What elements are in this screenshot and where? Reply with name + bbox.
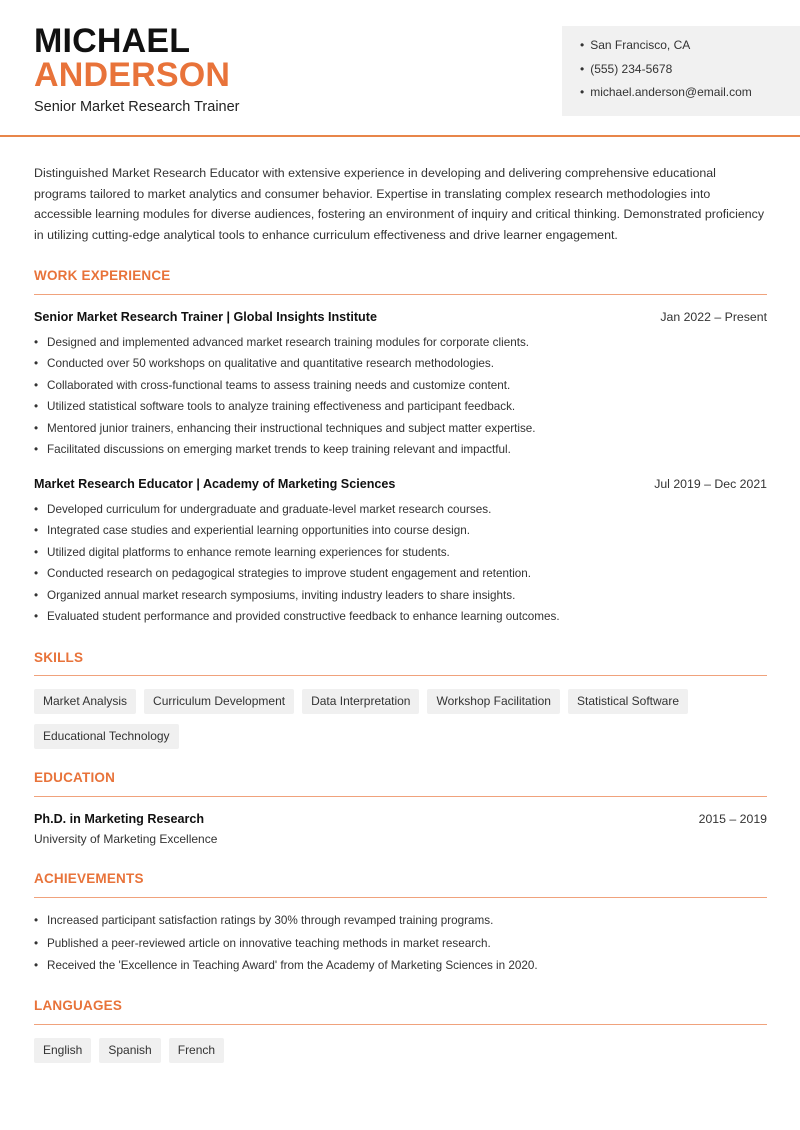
education-school: University of Marketing Excellence bbox=[34, 832, 218, 846]
list-item: • Facilitated discussions on emerging market trends to keep training relevant and impactful. bbox=[34, 439, 774, 460]
list-item: • Developed curriculum for undergraduate and graduate-level market research courses. bbox=[34, 499, 774, 520]
section-title-achievements: ACHIEVEMENTS bbox=[34, 871, 144, 886]
languages-list bbox=[34, 1038, 774, 1063]
section-divider bbox=[34, 1024, 767, 1025]
job-title: Market Research Educator | Academy of Marketing Sciences bbox=[34, 477, 396, 491]
skill-tag: Workshop Facilitation bbox=[427, 689, 560, 714]
section-divider bbox=[34, 294, 767, 295]
list-item: • Mentored junior trainers, enhancing their instructional techniques and subject matter expertise. bbox=[34, 418, 774, 439]
list-item: • Organized annual market research symposiums, inviting industry leaders to share insights. bbox=[34, 585, 774, 606]
resume-header bbox=[0, 0, 800, 137]
list-item: • Published a peer-reviewed article on innovative teaching methods in market research. bbox=[34, 933, 774, 956]
job-title: Senior Market Research Trainer | Global Insights Institute bbox=[34, 310, 377, 324]
contact-email: • michael.anderson@email.com bbox=[580, 81, 800, 105]
summary-paragraph: Distinguished Market Research Educator with extensive experience in developing and delivering comprehensive educational programs tailored to market analytics and consumer behavior. Expertise in translating complex research methodologies into accessible learning modules for diverse audiences, fostering an environment of inquiry and critical thinking. Demonstrated proficiency in utilizing cutting-edge analytical tools to enhance curriculum effectiveness and drive learner engagement. bbox=[34, 166, 765, 242]
list-item: • Collaborated with cross-functional teams to assess training needs and customize content. bbox=[34, 375, 774, 396]
job-role: Senior Market Research Trainer bbox=[34, 99, 240, 115]
list-item: • Integrated case studies and experiential learning opportunities into course design. bbox=[34, 520, 774, 541]
list-item: • Evaluated student performance and provided constructive feedback to enhance learning outcomes. bbox=[34, 606, 774, 627]
skill-tag: Market Analysis bbox=[34, 689, 136, 714]
list-item: • Designed and implemented advanced market research training modules for corporate clients. bbox=[34, 332, 774, 353]
language-tag: English bbox=[34, 1038, 91, 1063]
list-item: • Increased participant satisfaction ratings by 30% through revamped training programs. bbox=[34, 910, 774, 933]
list-item: • Received the 'Excellence in Teaching Award' from the Academy of Marketing Sciences in 2020. bbox=[34, 955, 774, 978]
list-item: • Utilized statistical software tools to analyze training effectiveness and participant feedback. bbox=[34, 396, 774, 417]
list-item: • Utilized digital platforms to enhance remote learning experiences for students. bbox=[34, 542, 774, 563]
achievements-list bbox=[34, 910, 774, 978]
first-name: MICHAEL bbox=[34, 22, 191, 60]
contact-box bbox=[562, 26, 800, 116]
section-divider bbox=[34, 675, 767, 676]
list-item: • Conducted over 50 workshops on qualitative and quantitative research methodologies. bbox=[34, 353, 774, 374]
section-title-work: WORK EXPERIENCE bbox=[34, 268, 171, 283]
job-dates: Jul 2019 – Dec 2021 bbox=[654, 477, 767, 491]
contact-location: • San Francisco, CA bbox=[580, 34, 800, 58]
education-dates: 2015 – 2019 bbox=[698, 812, 767, 826]
section-title-education: EDUCATION bbox=[34, 770, 116, 785]
section-divider bbox=[34, 796, 767, 797]
skills-list bbox=[34, 689, 774, 749]
contact-phone: • (555) 234-5678 bbox=[580, 58, 800, 82]
job-bullets bbox=[34, 499, 774, 627]
section-divider bbox=[34, 897, 767, 898]
skill-tag: Curriculum Development bbox=[144, 689, 294, 714]
skill-tag: Statistical Software bbox=[568, 689, 688, 714]
list-item: • Conducted research on pedagogical strategies to improve student engagement and retention. bbox=[34, 563, 774, 584]
section-title-skills: SKILLS bbox=[34, 650, 84, 665]
skill-tag: Educational Technology bbox=[34, 724, 179, 749]
job-dates: Jan 2022 – Present bbox=[660, 310, 767, 324]
job-bullets bbox=[34, 332, 774, 460]
education-degree: Ph.D. in Marketing Research bbox=[34, 812, 205, 826]
language-tag: Spanish bbox=[99, 1038, 160, 1063]
section-title-languages: LANGUAGES bbox=[34, 998, 123, 1013]
language-tag: French bbox=[169, 1038, 224, 1063]
skill-tag: Data Interpretation bbox=[302, 689, 419, 714]
last-name: ANDERSON bbox=[34, 56, 231, 94]
